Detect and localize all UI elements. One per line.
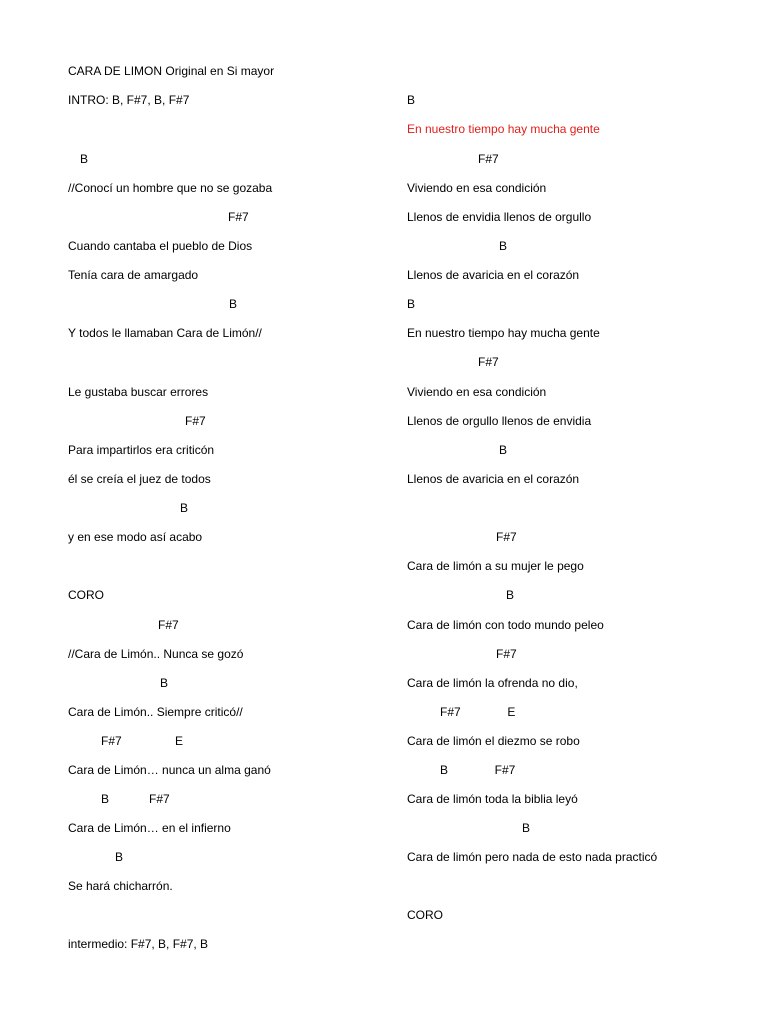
lyric-line: él se creía el juez de todos <box>68 472 211 486</box>
lyric-line: Cara de Limón… en el infierno <box>68 821 231 835</box>
lyric-line: Cuando cantaba el pueblo de Dios <box>68 239 253 253</box>
lyric-line: //Cara de Limón.. Nunca se gozó <box>68 647 244 661</box>
lyric-line: intermedio: F#7, B, F#7, B <box>68 937 209 951</box>
lyric-line: Cara de limón el diezmo se robo <box>407 734 580 748</box>
lyric-line: Viviendo en esa condición <box>407 181 547 195</box>
lyric-line: INTRO: B, F#7, B, F#7 <box>68 93 190 107</box>
chord-line: B <box>407 93 416 107</box>
lyric-line: Llenos de orgullo llenos de envidia <box>407 414 592 428</box>
chord-line: B <box>180 501 189 515</box>
lyric-line: Cara de limón con todo mundo peleo <box>407 618 604 632</box>
lyric-line: Cara de limón pero nada de esto nada practicó <box>407 850 658 864</box>
lyric-line: CORO <box>407 908 443 922</box>
lyric-line: CARA DE LIMON Original en Si mayor <box>68 64 275 78</box>
lyric-line: Tenía cara de amargado <box>68 268 199 282</box>
lyric-line: Cara de Limón.. Siempre criticó// <box>68 705 243 719</box>
chord-line: F#7 E <box>440 705 516 719</box>
chord-line: B <box>499 443 508 457</box>
chord-line: F#7 <box>185 414 206 428</box>
chord-line: F#7 E <box>101 734 184 748</box>
lyric-line: Llenos de avaricia en el corazón <box>407 472 580 486</box>
chord-line: B <box>522 821 531 835</box>
chord-line: B <box>499 239 508 253</box>
lyric-line: Cara de limón a su mujer le pego <box>407 559 584 573</box>
chord-line: F#7 <box>158 618 179 632</box>
lyric-line: Cara de limón toda la biblia leyó <box>407 792 578 806</box>
lyric-line: En nuestro tiempo hay mucha gente <box>407 122 600 136</box>
chord-line: F#7 <box>496 530 517 544</box>
lyric-line: y en ese modo así acabo <box>68 530 203 544</box>
chord-line: F#7 <box>478 355 499 369</box>
chord-line: F#7 <box>228 210 249 224</box>
chord-line: B F#7 <box>101 792 170 806</box>
chord-line: B <box>407 297 416 311</box>
lyric-line: Y todos le llamaban Cara de Limón// <box>68 326 262 340</box>
chord-line: B <box>506 588 515 602</box>
chord-line: F#7 <box>496 647 517 661</box>
chord-line: B <box>229 297 238 311</box>
lyric-line: Para impartirlos era criticón <box>68 443 215 457</box>
lyric-line: CORO <box>68 588 104 602</box>
lyric-line: Se hará chicharrón. <box>68 879 173 893</box>
lyric-line: En nuestro tiempo hay mucha gente <box>407 326 600 340</box>
lyric-line: Llenos de envidia llenos de orgullo <box>407 210 592 224</box>
lyric-line: //Conocí un hombre que no se gozaba <box>68 181 273 195</box>
lyric-line: Le gustaba buscar errores <box>68 385 209 399</box>
lyric-line: Cara de Limón… nunca un alma ganó <box>68 763 271 777</box>
chord-line: B <box>115 850 124 864</box>
lyric-line: Viviendo en esa condición <box>407 385 547 399</box>
chord-line: B F#7 <box>440 763 516 777</box>
chord-line: B <box>160 676 169 690</box>
lyric-line: Llenos de avaricia en el corazón <box>407 268 580 282</box>
chord-line: F#7 <box>478 152 499 166</box>
chord-line: B <box>80 152 89 166</box>
lyric-line: Cara de limón la ofrenda no dio, <box>407 676 578 690</box>
